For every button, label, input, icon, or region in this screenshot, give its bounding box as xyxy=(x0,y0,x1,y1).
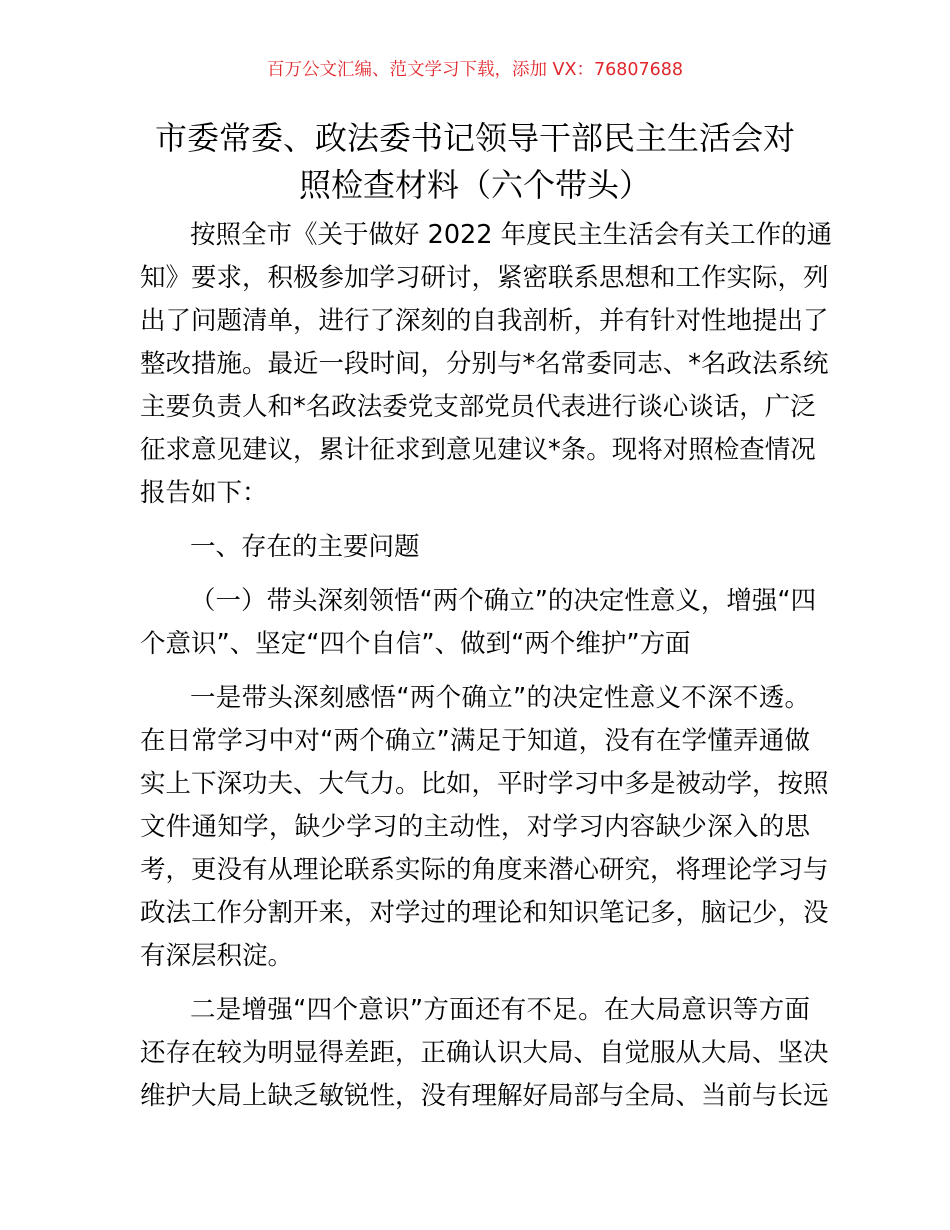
text-line: 还存在较为明显得差距，正确认识大局、自觉服从大局、坚决 xyxy=(140,1038,829,1068)
text-line: 实上下深功夫、大气力。比如，平时学习中多是被动学，按照 xyxy=(140,769,829,799)
text-line: 有深层积淀。 xyxy=(140,941,294,971)
text-line: 出了问题清单，进行了深刻的自我剖析，并有针对性地提出了 xyxy=(140,306,829,336)
text-line: 个意识”、坚定“四个自信”、做到“两个维护”方面 xyxy=(140,629,691,659)
text-line: 考，更没有从理论联系实际的角度来潜心研究，将理论学习与 xyxy=(140,855,829,885)
text-line: 一是带头深刻感悟“两个确立”的决定性意义不深不透。 xyxy=(190,683,810,713)
paragraph xyxy=(140,214,833,515)
title-line: 市委常委、政法委书记领导干部民主生活会对 xyxy=(154,119,795,157)
paragraph xyxy=(140,526,810,569)
text-line: （一）带头深刻领悟“两个确立”的决定性意义，增强“四 xyxy=(190,586,817,616)
text-line: 报告如下： xyxy=(140,478,268,508)
text-line: 维护大局上缺乏敏锐性，没有理解好局部与全局、当前与长远 xyxy=(140,1081,829,1111)
title-line: 照检查材料（六个带头） xyxy=(298,166,651,204)
text-line: 在日常学习中对“两个确立”满足于知道，没有在学懂弄通做 xyxy=(140,726,810,756)
document-title xyxy=(100,115,850,209)
text-line: 主要负责人和*名政法委党支部党员代表进行谈心谈话，广泛 xyxy=(140,392,816,422)
text-line: 政法工作分割开来，对学过的理论和知识笔记多，脑记少，没 xyxy=(140,898,829,928)
text-line: 二是增强“四个意识”方面还有不足。在大局意识等方面 xyxy=(190,995,810,1025)
text-line: 整改措施。最近一段时间，分别与*名常委同志、*名政法系统 xyxy=(140,349,829,379)
text-line: 按照全市《关于做好 2022 年度民主生活会有关工作的通 xyxy=(190,220,833,250)
paragraph xyxy=(140,677,829,978)
watermark-banner: 百万公文汇编、范文学习下载，添加 VX：76807688 xyxy=(266,60,684,80)
paragraph xyxy=(140,989,829,1118)
paragraph xyxy=(140,580,817,666)
text-line: 知》要求，积极参加学习研讨，紧密联系思想和工作实际，列 xyxy=(140,263,829,293)
text-line: 征求意见建议，累计征求到意见建议*条。现将对照检查情况 xyxy=(140,435,816,465)
text-line: 文件通知学，缺少学习的主动性，对学习内容缺少深入的思 xyxy=(140,812,810,842)
text-line: 一、存在的主要问题 xyxy=(190,532,420,562)
document-body xyxy=(140,214,833,1129)
